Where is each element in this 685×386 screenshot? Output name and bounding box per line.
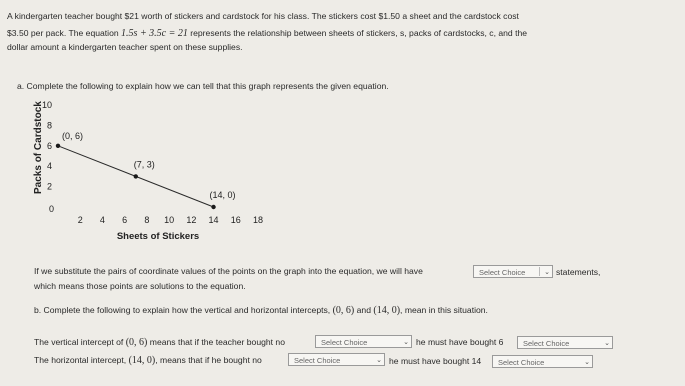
chevron-down-icon: ⌄ (544, 269, 550, 276)
horizontal-intercept-select-2[interactable] (492, 355, 593, 368)
intercept-graph (20, 95, 280, 247)
select-label: Select Choice (321, 338, 368, 347)
point-label: (7, 3) (133, 159, 155, 170)
select-divider (539, 267, 540, 276)
problem-line-2-post: represents the relationship between sheets of stickers, s, packs of cardstocks, c, and the (190, 28, 528, 38)
origin-label: 0 (48, 204, 54, 214)
x-tick-label: 4 (99, 215, 105, 225)
equation: 1.5s + 3.5c = 21 (121, 28, 188, 39)
problem-line-2 (7, 27, 527, 40)
y-tick-label: 8 (46, 120, 52, 131)
part-a-sentence-1-post: statements, (556, 267, 601, 277)
vertical-intercept-sentence (34, 336, 285, 349)
chevron-down-icon: ⌄ (604, 340, 610, 347)
part-b-prompt-post: , mean in this situation. (400, 305, 488, 315)
part-b-prompt-pre: b. Complete the following to explain how the vertical and horizontal intercepts, (34, 305, 331, 315)
row2-mid: , means that if he bought no (155, 355, 262, 365)
row1-post: he must have bought 6 (416, 337, 504, 347)
chevron-down-icon: ⌄ (376, 357, 382, 364)
row2-point: (14, 0) (128, 355, 156, 366)
x-axis-label: Sheets of Stickers (116, 231, 200, 242)
y-axis-label: Packs of Cardstock (33, 101, 44, 194)
data-point (211, 205, 215, 209)
part-b-prompt (34, 304, 488, 317)
row2-pre: The horizontal intercept, (34, 355, 127, 365)
part-b-point-2: (14, 0) (373, 305, 401, 316)
x-tick-label: 2 (77, 215, 83, 225)
y-tick-label: 2 (46, 181, 52, 192)
y-tick-label: 4 (46, 161, 52, 172)
select-label: Select Choice (294, 356, 341, 365)
y-tick-label: 6 (46, 140, 52, 151)
row1-pre: The vertical intercept of (34, 337, 124, 347)
y-tick-label: 10 (41, 100, 52, 110)
point-label: (0, 6) (62, 130, 84, 141)
row2-post: he must have bought 14 (389, 356, 482, 366)
point-label: (14, 0) (209, 190, 236, 200)
part-a-sentence-2: which means those points are solutions to the equation. (34, 281, 246, 291)
data-point (56, 144, 60, 148)
problem-line-3: dollar amount a kindergarten teacher spent on these supplies. (7, 42, 243, 52)
part-a-sentence-1: If we substitute the pairs of coordinate values of the points on the graph into the equation, we will have (34, 266, 423, 276)
part-b-and: and (356, 305, 371, 315)
part-a-select[interactable] (473, 265, 553, 278)
vertical-intercept-select-2[interactable] (517, 336, 613, 349)
select-label: Select Choice (523, 339, 570, 348)
horizontal-intercept-select-1[interactable] (288, 353, 385, 366)
x-tick-label: 18 (252, 215, 264, 225)
part-b-point-1: (0, 6) (332, 305, 355, 316)
horizontal-intercept-sentence (34, 354, 262, 367)
row1-mid: means that if the teacher bought no (149, 337, 285, 347)
part-a-prompt: a. Complete the following to explain how we can tell that this graph represents the given equation. (17, 81, 389, 91)
x-tick-label: 12 (186, 215, 197, 225)
x-tick-label: 14 (208, 215, 219, 225)
chevron-down-icon: ⌄ (584, 359, 590, 366)
x-tick-label: 10 (164, 215, 175, 225)
row1-point: (0, 6) (125, 337, 148, 348)
select-label: Select Choice (498, 358, 545, 367)
x-tick-label: 16 (230, 215, 241, 225)
x-tick-label: 6 (122, 215, 128, 225)
part-a-select-label: Select Choice (479, 268, 526, 277)
x-tick-label: 8 (144, 215, 150, 225)
data-point (134, 174, 138, 178)
problem-line-2-pre: $3.50 per pack. The equation (7, 28, 119, 38)
vertical-intercept-select-1[interactable] (315, 335, 412, 348)
chevron-down-icon: ⌄ (403, 339, 409, 346)
problem-line-1: A kindergarten teacher bought $21 worth of stickers and cardstock for his class. The stickers cost $1.50 a sheet and the cardstock cost (7, 11, 519, 21)
